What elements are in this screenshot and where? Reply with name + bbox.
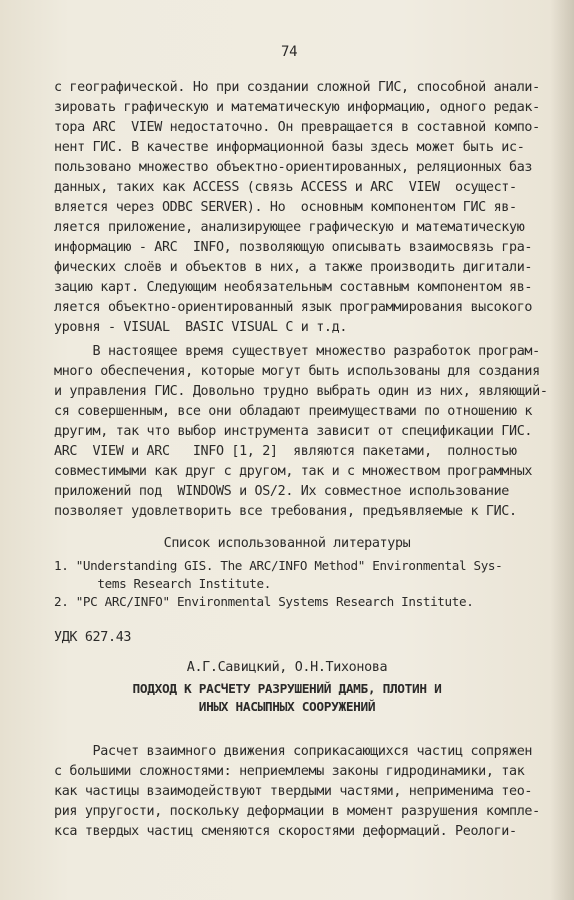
paragraph-1-line: тора ARC VIEW недостаточно. Он превращается в составной компо- <box>54 120 540 135</box>
paragraph-1-line: с географической. Но при создании сложной ГИС, способной анали- <box>54 80 540 95</box>
article-title-line: ИНЫХ НАСЫПНЫХ СООРУЖЕНИЙ <box>198 700 376 715</box>
paragraph-1-line: данных, таких как ACCESS (связь ACCESS и ARC VIEW осущест- <box>54 180 517 195</box>
paragraph-3-line: с большими сложностями: неприемлемы законы гидродинамики, так <box>54 764 525 779</box>
paragraph-2-line: позволяет удовлетворить все требования, предъявляемые к ГИС. <box>54 504 517 519</box>
paragraph-1-line: уровня - VISUAL BASIC VISUAL C и т.д. <box>54 320 348 335</box>
paragraph-2-line: совместимыми как друг с другом, так и с множеством программных <box>54 464 533 479</box>
reference-item: 1. "Understanding GIS. The ARC/INFO Method" Environmental Sys- <box>54 558 503 573</box>
paragraph-1-line: зацию карт. Следующим необязательным составным компонентом яв- <box>54 280 533 295</box>
paragraph-2-line: и управления ГИС. Довольно трудно выбрать один из них, являющий- <box>54 384 548 399</box>
paragraph-2-line: ARC VIEW и ARC INFO [1, 2] являются пакетами, полностью <box>54 444 517 459</box>
paragraph-1-line: вляется через ODBC SERVER). Но основным компонентом ГИС яв- <box>54 200 517 215</box>
paragraph-1-line: нент ГИС. В качестве информационной базы здесь может быть ис- <box>54 140 525 155</box>
udk-code: УДК 627.43 <box>54 630 132 645</box>
article-title-line: ПОДХОД К РАСЧЕТУ РАЗРУШЕНИЙ ДАМБ, ПЛОТИН И <box>132 682 442 697</box>
page-edge-shadow <box>550 0 574 900</box>
paragraph-2-line: много обеспечения, которые могут быть использованы для создания <box>54 364 540 379</box>
paragraph-1-line: информацию - ARC INFO, позволяющую описывать взаимосвязь гра- <box>54 240 533 255</box>
paragraph-1-line: фических слоёв и объектов в них, а также производить дигитали- <box>54 260 533 275</box>
paragraph-1-line: пользовано множество объектно-ориентированных, реляционных баз <box>54 160 533 175</box>
paragraph-3-line: кса твердых частиц сменяются скоростями деформаций. Реологи- <box>54 824 517 839</box>
paragraph-1-line: ляется объектно-ориентированный язык программирования высокого <box>54 300 533 315</box>
reference-item: tems Research Institute. <box>54 576 271 591</box>
references-title: Список использованной литературы <box>163 536 411 551</box>
page-number: 74 <box>281 44 298 60</box>
paragraph-2-line: другим, так что выбор инструмента зависит от спецификации ГИС. <box>54 424 533 439</box>
paragraph-2-line: В настоящее время существует множество разработок програм- <box>54 344 540 359</box>
paragraph-3-line: рия упругости, поскольку деформации в момент разрушения компле- <box>54 804 540 819</box>
authors: А.Г.Савицкий, О.Н.Тихонова <box>186 660 388 675</box>
paragraph-3-line: как частицы взаимодействуют твердыми частями, неприменима тео- <box>54 784 533 799</box>
paragraph-2-line: ся совершенным, все они обладают преимуществами по отношению к <box>54 404 533 419</box>
paragraph-1-line: ляется приложение, анализирующее графическую и математическую <box>54 220 525 235</box>
paragraph-2-line: приложений под WINDOWS и OS/2. Их совместное использование <box>54 484 509 499</box>
reference-item: 2. "PC ARC/INFO" Environmental Systems Research Institute. <box>54 594 474 609</box>
paragraph-1-line: зировать графическую и математическую информацию, одного редак- <box>54 100 540 115</box>
paragraph-3-line: Расчет взаимного движения соприкасающихся частиц сопряжен <box>54 744 533 759</box>
